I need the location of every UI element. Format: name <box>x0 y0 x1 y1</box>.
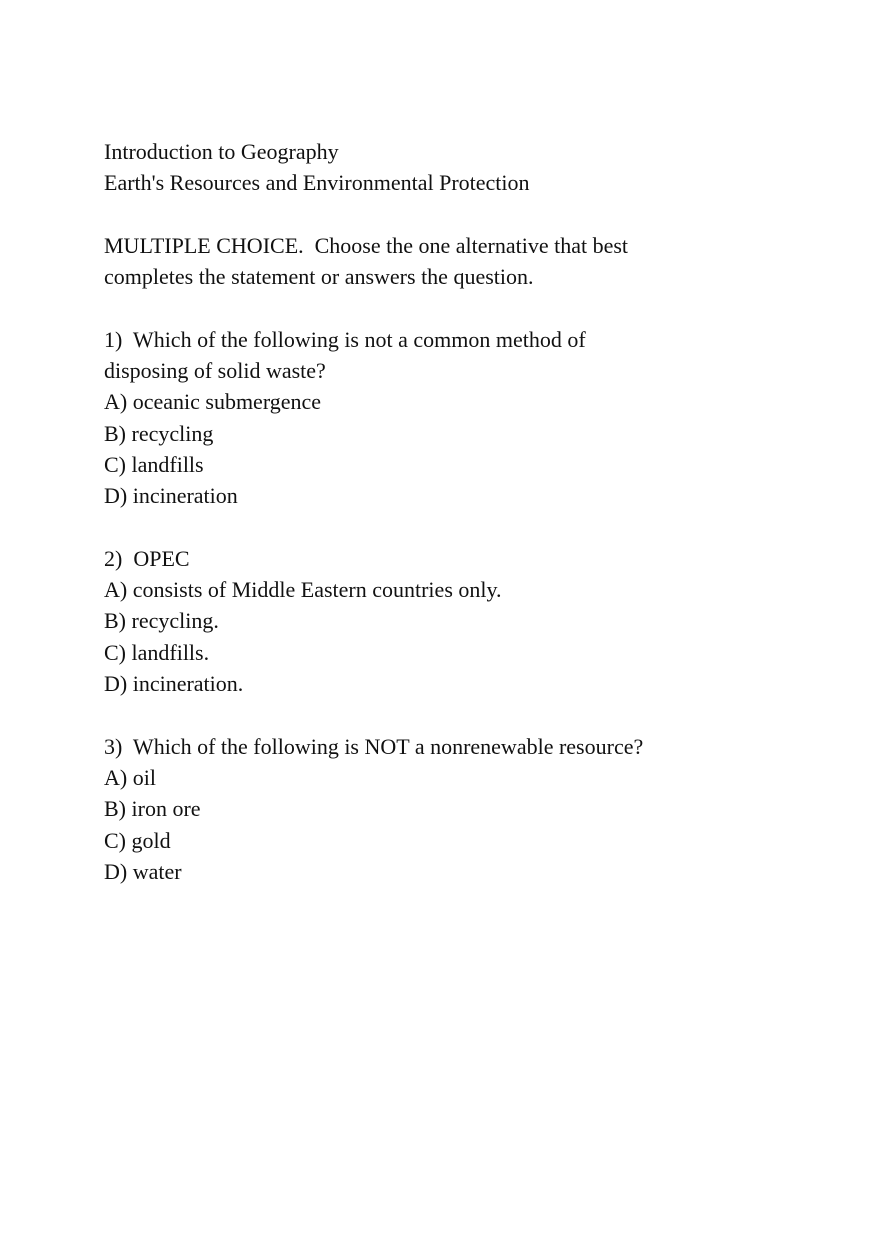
question-2-option-d: D) incineration. <box>104 671 244 697</box>
instructions-line-2: completes the statement or answers the question. <box>104 264 534 290</box>
question-2-stem-line-1: 2) OPEC <box>104 545 190 571</box>
question-3-option-d: D) water <box>104 858 182 884</box>
spacer <box>104 512 804 543</box>
question-2-option-c: C) landfills. <box>104 639 210 665</box>
question-3-stem-line-1: 3) Which of the following is NOT a nonrenewable resource? <box>104 733 644 759</box>
course-title: Introduction to Geography <box>104 139 339 164</box>
instructions-line-1: MULTIPLE CHOICE. Choose the one alternative that best <box>104 232 629 258</box>
question-1 <box>104 324 804 512</box>
spacer <box>104 199 804 230</box>
spacer <box>104 292 804 323</box>
question-1-stem-line-1: 1) Which of the following is not a common method of <box>104 326 586 352</box>
question-2-option-a: A) consists of Middle Eastern countries only. <box>104 577 502 603</box>
question-3-option-a: A) oil <box>104 764 156 790</box>
question-1-option-c: C) landfills <box>104 451 204 477</box>
question-1-option-b: B) recycling <box>104 420 214 446</box>
question-1-option-a: A) oceanic submergence <box>104 389 322 415</box>
document-page <box>104 136 804 887</box>
question-1-option-d: D) incineration <box>104 483 238 509</box>
question-3-option-b: B) iron ore <box>104 796 201 822</box>
spacer <box>104 699 804 730</box>
question-2-option-b: B) recycling. <box>104 608 219 634</box>
unit-title: Earth's Resources and Environmental Protection <box>104 170 530 196</box>
question-3-option-c: C) gold <box>104 827 171 853</box>
question-1-stem-line-2: disposing of solid waste? <box>104 358 326 384</box>
question-2 <box>104 543 804 699</box>
question-3 <box>104 731 804 887</box>
